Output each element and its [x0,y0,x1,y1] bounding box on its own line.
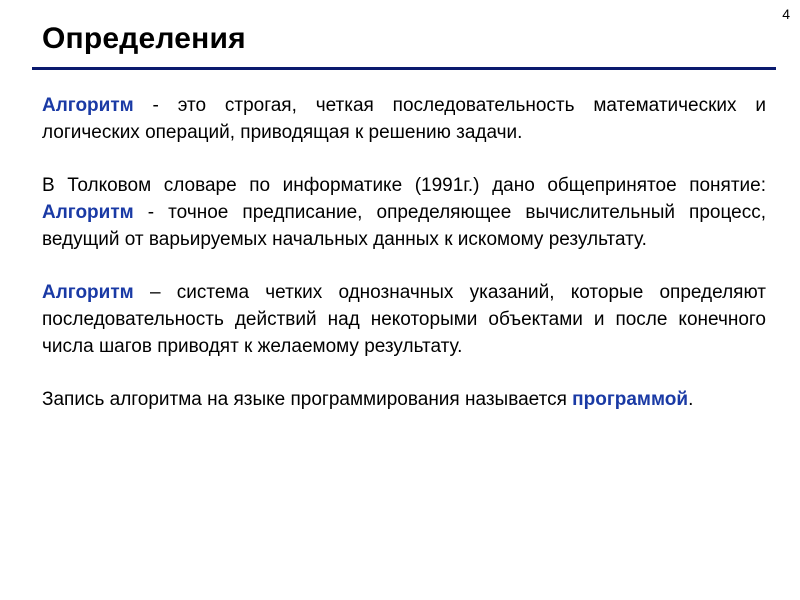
term-algorithm: Алгоритм [42,95,134,116]
slide-number: 4 [782,6,790,22]
definition-paragraph-4 [42,386,766,413]
definition-paragraph-1 [42,92,766,146]
term-algorithm: Алгоритм [42,202,134,223]
term-algorithm: Алгоритм [42,282,134,303]
definition-text-after: - точное предписание, определяющее вычислительный процесс, ведущий от варьируемых начальных данных к искомому результату. [42,202,766,250]
slide-content [42,92,766,439]
definition-paragraph-3 [42,279,766,360]
definition-text-before: Запись алгоритма на языке программирования называется [42,389,573,410]
definition-text: - это строгая, четкая последовательность математических и логических операций, приводящая к решению задачи. [42,95,766,143]
title-divider [32,67,776,70]
slide-title: Определения [42,22,246,55]
definition-text-after: . [688,389,694,410]
definition-text-before: В Толковом словаре по информатике (1991г.) дано общепринятое понятие: [42,175,766,196]
term-program: программой [572,389,689,410]
definition-text: – система четких однозначных указаний, которые определяют последовательность действий над некоторыми объектами и после конечного числа шагов приводят к желаемому результату. [42,282,766,357]
definition-paragraph-2 [42,172,766,253]
